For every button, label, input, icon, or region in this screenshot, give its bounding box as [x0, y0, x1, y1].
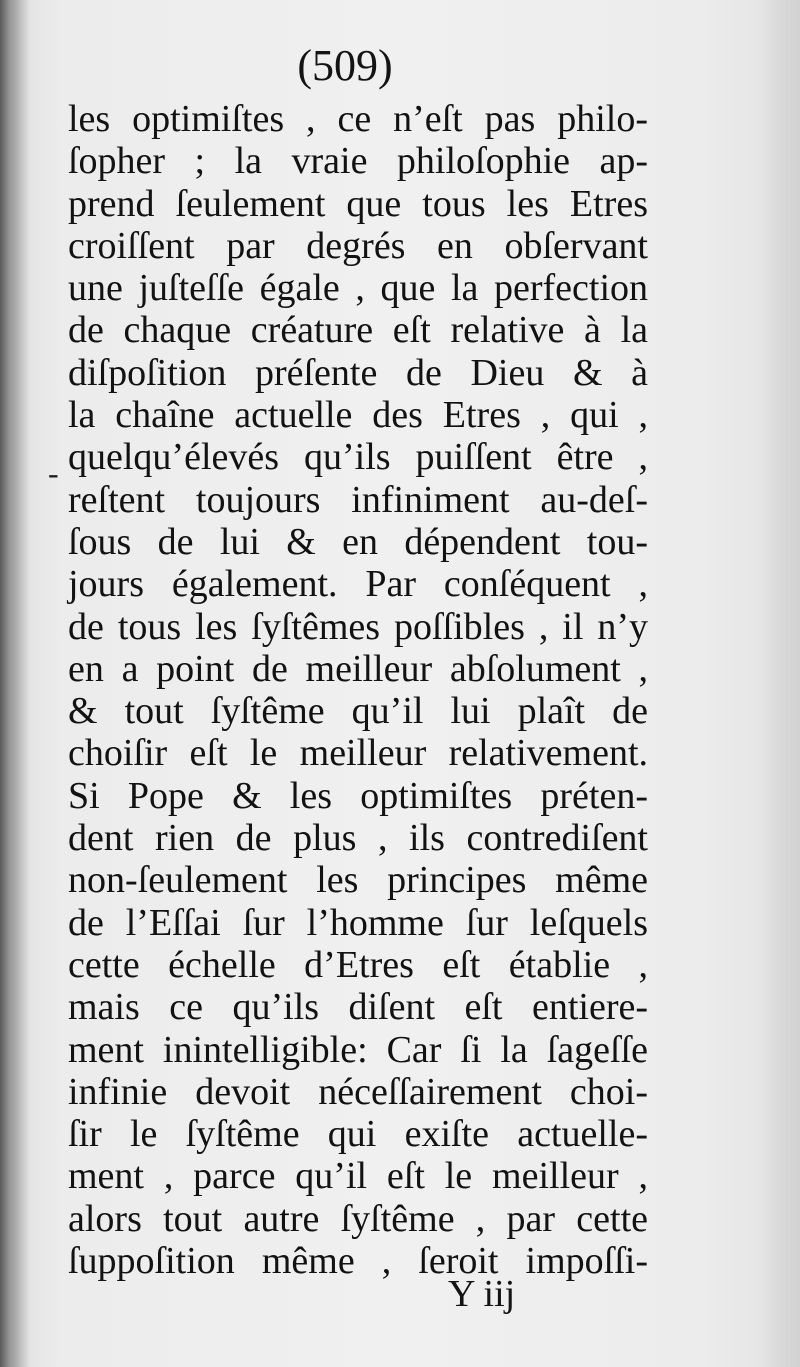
text-line: dent rien de plus , ils contrediſent — [68, 817, 648, 860]
text-line: & tout ſyſtême qu’il lui plaît de — [68, 690, 648, 733]
margin-mark: - — [48, 455, 59, 491]
text-line: en a point de meilleur abſolument , — [68, 647, 648, 690]
text-line: diſpoſition préſente de Dieu & à — [68, 351, 648, 394]
text-line: ment , parce qu’il eſt le meilleur , — [68, 1155, 648, 1198]
text-line: ſopher ; la vraie philoſophie ap- — [68, 140, 648, 183]
text-line: ment inintelligible: Car ſi la ſageſſe — [68, 1028, 648, 1071]
text-line: quelqu’élevés qu’ils puiſſent être , — [68, 436, 648, 479]
text-line: ſous de lui & en dépendent tou- — [68, 520, 648, 563]
page-number: (509) — [297, 41, 393, 90]
text-line: ſir le ſyſtême qui exiſte actuelle- — [68, 1113, 648, 1156]
body-text — [68, 98, 648, 1282]
text-line: reſtent toujours infiniment au-deſ- — [68, 478, 648, 521]
text-line: ſuppoſition même , ſeroit impoſſi- — [68, 1240, 648, 1283]
text-line: Si Pope & les optimiſtes préten- — [68, 774, 648, 817]
bleed-through-text — [300, 1280, 332, 1331]
text-line: mais ce qu’ils diſent eſt entiere- — [68, 986, 648, 1029]
text-line: alors tout autre ſyſtême , par cette — [68, 1197, 648, 1240]
text-line: jours également. Par conſéquent , — [68, 563, 648, 606]
text-line: cette échelle d’Etres eſt établie , — [68, 943, 648, 986]
signature-mark: Y iij — [448, 1273, 516, 1315]
text-line: croiſſent par degrés en obſervant — [68, 224, 648, 267]
text-line: de chaque créature eſt relative à la — [68, 309, 648, 352]
text-line: de l’Eſſai ſur l’homme ſur leſquels — [68, 901, 648, 944]
text-line: une juſteſſe égale , que la perfection — [68, 267, 648, 310]
text-line: la chaîne actuelle des Etres , qui , — [68, 394, 648, 437]
text-line: non-ſeulement les principes même — [68, 859, 648, 902]
text-line: infinie devoit néceſſairement choi- — [68, 1070, 648, 1113]
text-line: les optimiſtes , ce n’eſt pas philo- — [68, 98, 648, 140]
text-line: de tous les ſyſtêmes poſſibles , il n’y — [68, 605, 648, 648]
text-line: prend ſeulement que tous les Etres — [68, 182, 648, 225]
text-line: choiſir eſt le meilleur relativement. — [68, 732, 648, 775]
